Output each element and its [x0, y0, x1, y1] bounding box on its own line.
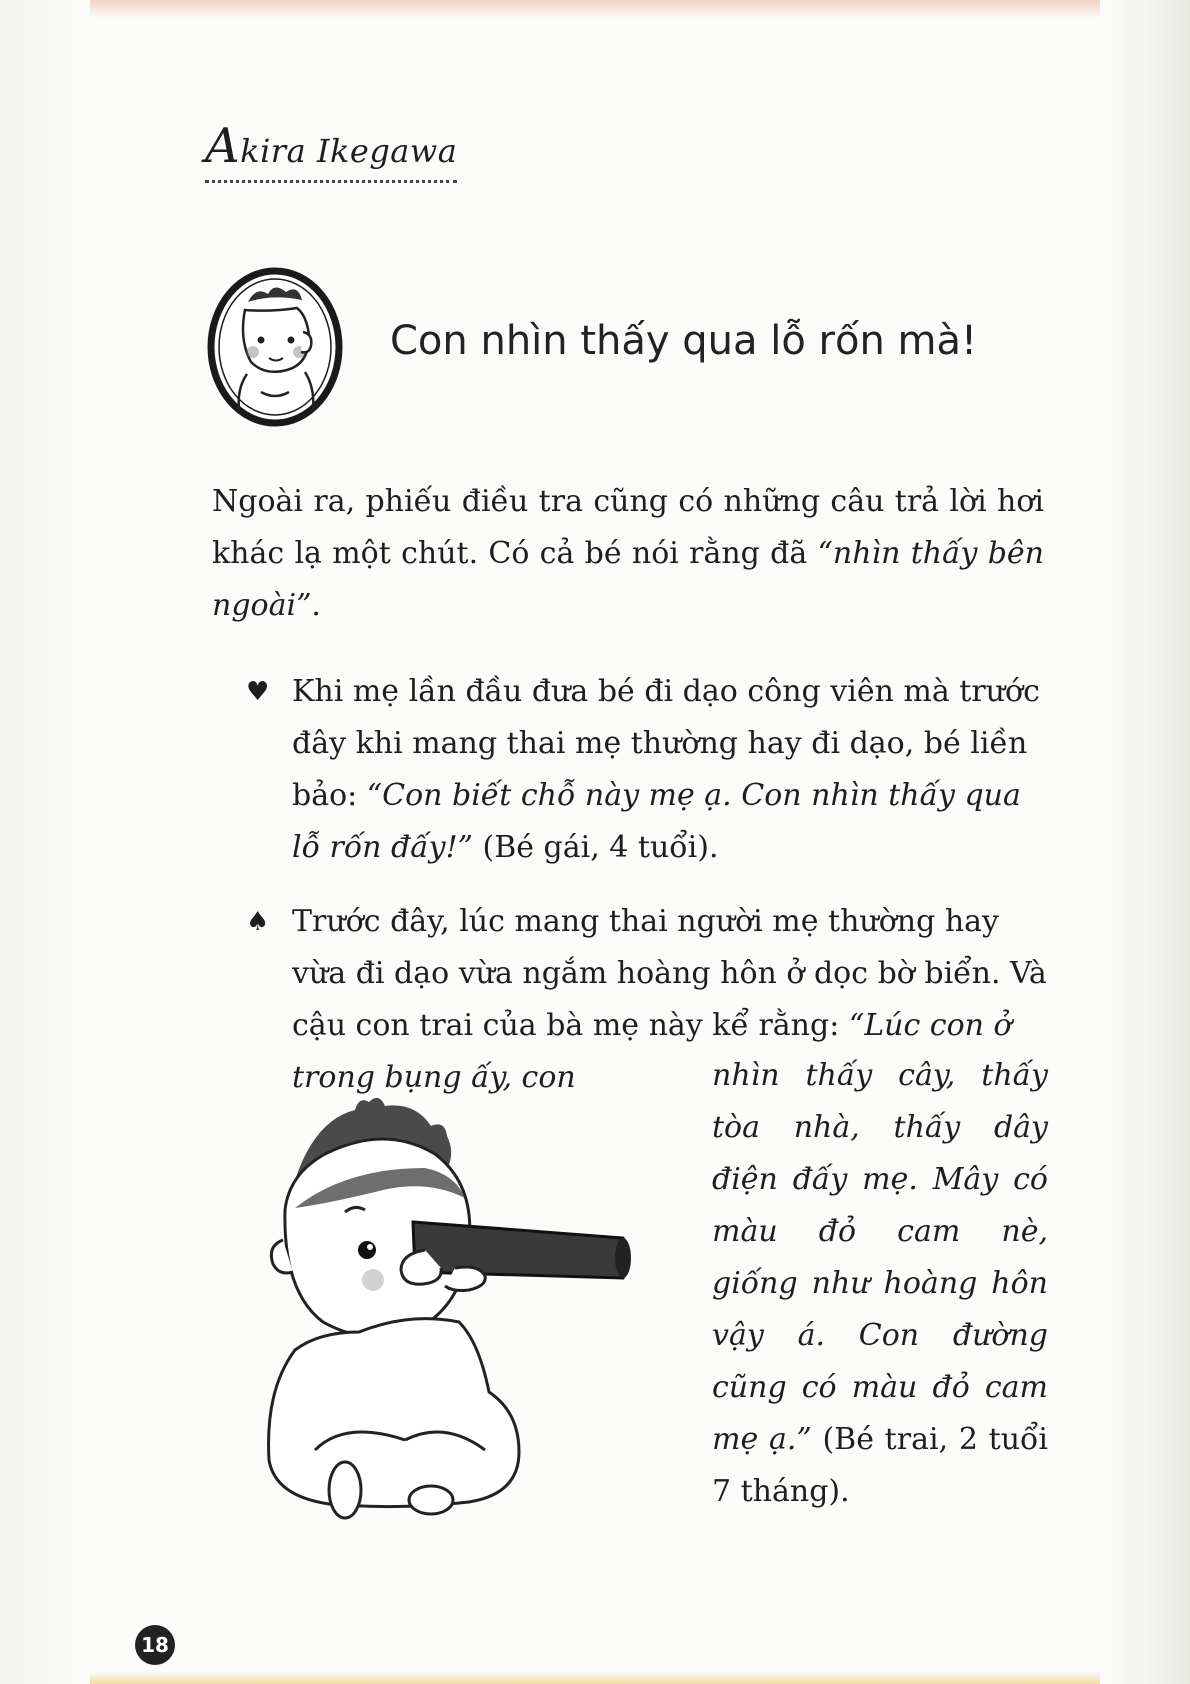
- page-number: 18: [135, 1625, 175, 1665]
- page-edge-right: [1100, 0, 1190, 1684]
- item-text: Trước đây, lúc mang thai người mẹ thường hay vừa đi dạo vừa ngắm hoàng hôn ở dọc bờ biển. Và cậu con trai của bà mẹ này kể rằng:: [292, 904, 1047, 1043]
- item-quote-rest: nhìn thấy cây, thấy tòa nhà, thấy dây điện đấy mẹ. Mây có màu đỏ cam nè, giống như hoàng hôn vậy á. Con đường cũng có màu đỏ cam mẹ ạ.”: [712, 1058, 1048, 1457]
- intro-end: .: [311, 588, 321, 623]
- item-text: Khi mẹ lần đầu đưa bé đi dạo công viên mà trước đây khi mang thai mẹ thường hay đi dạo, bé liền bảo:: [292, 674, 1040, 813]
- page-edge-left: [0, 0, 90, 1684]
- intro-text: Ngoài ra, phiếu điều tra cũng có những câu trả lời hơi khác lạ một chút. Có cả bé nói rằng đã: [212, 484, 1044, 571]
- item-attribution: (Bé trai, 2 tuổi 7 tháng).: [712, 1422, 1048, 1509]
- baby-telescope-illustration: [255, 1090, 675, 1550]
- list-item-continuation: [712, 1050, 1048, 1518]
- baby-portrait-icon: [203, 262, 353, 432]
- intro-quote: “nhìn thấy bên ngoài”: [212, 536, 1044, 623]
- author-signature: [205, 118, 457, 183]
- item-quote-start: “Lúc con ở trong bụng ấy, con: [292, 1008, 1012, 1095]
- item-quote: “Con biết chỗ này mẹ ạ. Con nhìn thấy qua lỗ rốn đấy!”: [292, 778, 1021, 865]
- page-edge-bottom: [90, 1672, 1100, 1684]
- list-item: [246, 666, 1048, 874]
- page-edge-top: [90, 0, 1100, 18]
- item-attribution: (Bé gái, 4 tuổi).: [472, 830, 719, 865]
- author-initial: A: [205, 118, 241, 174]
- chapter-title: Con nhìn thấy qua lỗ rốn mà!: [390, 318, 978, 364]
- spade-bullet-icon: ♠: [246, 907, 270, 937]
- author-name-rest: kira Ikegawa: [240, 132, 458, 170]
- intro-paragraph: [212, 476, 1044, 632]
- heart-bullet-icon: ♥: [246, 677, 270, 707]
